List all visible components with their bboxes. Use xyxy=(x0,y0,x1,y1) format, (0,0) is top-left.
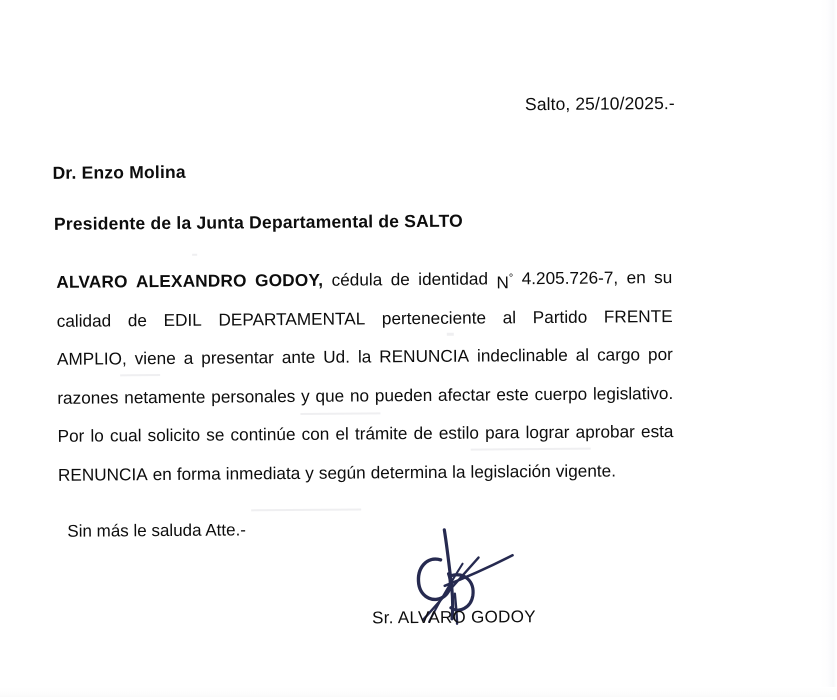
body-word: determina xyxy=(370,461,448,482)
body-word: a xyxy=(183,347,194,368)
body-line xyxy=(57,297,673,340)
body-word: al xyxy=(502,306,517,327)
body-word: por xyxy=(647,344,673,365)
scan-artifact xyxy=(447,333,454,336)
body-word: legislativo. xyxy=(592,382,674,404)
page-right-edge xyxy=(820,0,837,697)
scan-artifact xyxy=(192,254,197,256)
body-word: lo xyxy=(90,425,104,446)
body-word: su xyxy=(654,267,673,288)
body-word: de xyxy=(127,309,148,330)
body-word: esta xyxy=(640,421,674,442)
body-word: este xyxy=(496,383,529,404)
body-word: la xyxy=(357,346,372,367)
body-word: netamente xyxy=(124,386,206,407)
date-line: Salto, 25/10/2025.- xyxy=(524,92,675,115)
body-word: se xyxy=(206,424,225,445)
body-word: Partido xyxy=(532,306,588,327)
body-word: ALVARO xyxy=(56,271,128,292)
body-word: DEPARTAMENTAL xyxy=(218,307,366,330)
body-word: con xyxy=(301,423,330,444)
body-word: cargo xyxy=(596,344,641,365)
addressee-name: Dr. Enzo Molina xyxy=(52,161,186,183)
body-word: calidad xyxy=(56,309,112,331)
body-word: viene xyxy=(134,347,176,369)
body-word: continúe xyxy=(230,423,296,445)
body-word: perteneciente xyxy=(381,306,487,328)
body-word: personales xyxy=(211,385,296,407)
body-word: el xyxy=(335,423,349,444)
body-word: forma xyxy=(176,463,221,484)
body-word: en xyxy=(626,267,646,288)
body-word: FRENTE xyxy=(603,305,673,327)
body-word: razones xyxy=(57,386,119,408)
body-word: RENUNCIA xyxy=(57,463,148,485)
addressee-title: Presidente de la Junta Departamental de SALTO xyxy=(53,210,464,234)
body-word: lograr xyxy=(525,421,570,443)
body-word: AMPLIO, xyxy=(56,348,127,369)
body-word: en xyxy=(152,463,172,484)
body-word: y xyxy=(301,385,310,406)
body-word: GODOY, xyxy=(255,269,324,291)
body-word: indeclinable xyxy=(476,344,568,366)
body-word: ALEXANDRO xyxy=(135,270,247,292)
body-line xyxy=(56,258,672,301)
body-word: cuerpo xyxy=(534,383,588,404)
body-word: para xyxy=(484,422,520,443)
body-word: vigente. xyxy=(555,459,617,481)
body-word: Por xyxy=(57,425,85,446)
body-word: identidad xyxy=(418,268,489,290)
body-word: solicito xyxy=(147,424,201,446)
body-word: según xyxy=(318,461,366,483)
body-word: la xyxy=(452,461,466,482)
scan-artifact xyxy=(120,374,160,376)
body-word: RENUNCIA xyxy=(379,345,470,367)
body-word: EDIL xyxy=(163,309,202,330)
body-word: afectar xyxy=(437,383,491,405)
body-word: cual xyxy=(109,425,142,446)
page-bottom-edge xyxy=(0,687,837,697)
body-word: Ud. xyxy=(323,346,351,367)
body-word: que xyxy=(315,385,345,406)
body-word: y xyxy=(305,462,314,483)
body-word: de xyxy=(390,269,410,290)
body-word: legislación xyxy=(470,460,551,482)
body-line xyxy=(57,374,673,417)
body-word: 4.205.726-7, xyxy=(521,267,619,289)
body-word: no xyxy=(349,384,370,406)
body-word: estilo xyxy=(438,422,479,443)
body-word: al xyxy=(575,344,590,365)
body-word: presentar xyxy=(201,347,274,368)
body-word: de xyxy=(413,422,433,444)
body-word: cédula xyxy=(331,269,383,290)
scan-artifact xyxy=(251,508,361,511)
closing-line: Sin más le saluda Atte.- xyxy=(67,520,246,541)
body-word: aprobar xyxy=(575,421,635,442)
body-line xyxy=(57,335,673,378)
body-word: trámite xyxy=(354,423,408,444)
signature-caption: Sr. ALVARO GODOY xyxy=(371,607,536,628)
body-word: inmediata xyxy=(225,462,301,484)
body-word: pueden xyxy=(374,384,433,405)
body-line xyxy=(58,451,674,494)
signature-block xyxy=(356,523,577,645)
body-word: N° xyxy=(496,272,514,293)
body-word: ante xyxy=(281,346,316,368)
